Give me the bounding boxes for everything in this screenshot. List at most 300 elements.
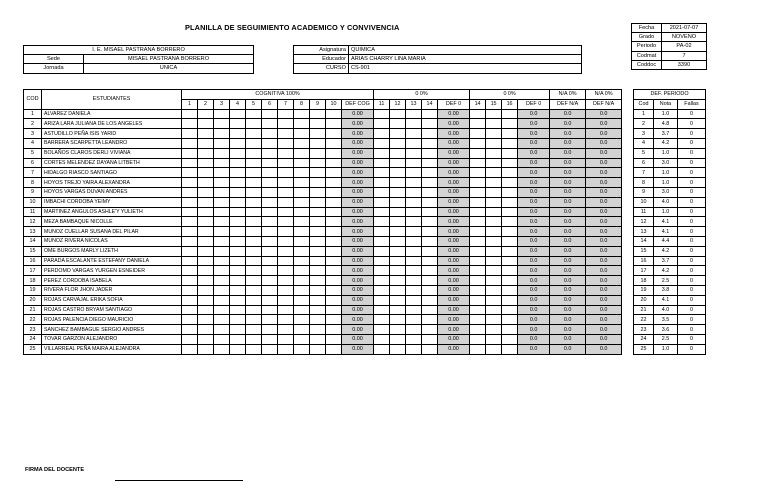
cognitiva-col-header: 4 (230, 99, 246, 109)
grade-cell (262, 148, 278, 158)
grade-cell (502, 305, 518, 315)
grade-cell (422, 168, 438, 178)
grade-cell (310, 148, 326, 158)
grade-cell (294, 119, 310, 129)
grade-cell (230, 236, 246, 246)
defna1-cell: 0.0 (550, 285, 586, 295)
defna2-cell: 0.0 (586, 187, 622, 197)
grade-cell (262, 305, 278, 315)
cognitiva-header: COGNITIVA 100% (182, 90, 374, 100)
group2-col-header: 14 (422, 99, 438, 109)
grade-cell (374, 109, 390, 119)
periodo-nota: 4.8 (654, 119, 678, 129)
grade-cell (310, 246, 326, 256)
grade-cell (310, 119, 326, 129)
grade-cell (262, 119, 278, 129)
periodo-cod: 15 (634, 246, 654, 256)
side-nota-header: Nota (654, 99, 678, 109)
side-cod-header: Cod (634, 99, 654, 109)
def0b-cell: 0.0 (518, 187, 550, 197)
periodo-nota: 3.8 (654, 285, 678, 295)
asignatura-value: QUIMICA (349, 46, 582, 55)
grade-cell (326, 344, 342, 354)
periodo-cod: 18 (634, 276, 654, 286)
grade-cell (262, 178, 278, 188)
grade-cell (262, 315, 278, 325)
student-name: PERDOMO VARGAS YURGEN ESNEIDER (42, 266, 182, 276)
grade-cell (406, 138, 422, 148)
grade-cell (198, 138, 214, 148)
grade-cell (230, 325, 246, 335)
grade-cell (502, 217, 518, 227)
student-cod: 7 (24, 168, 42, 178)
table-row (24, 276, 622, 286)
grade-cell (198, 236, 214, 246)
def0b-cell: 0.0 (518, 344, 550, 354)
grade-cell (246, 285, 262, 295)
grade-cell (470, 207, 486, 217)
grade-cell (470, 148, 486, 158)
student-name: MEZA BAMBAQUE NICOLLE (42, 217, 182, 227)
def0a-cell: 0.00 (438, 217, 470, 227)
grade-cell (374, 285, 390, 295)
grade-cell (278, 138, 294, 148)
grade-cell (502, 256, 518, 266)
grade-cell (486, 207, 502, 217)
grade-cell (198, 109, 214, 119)
def0b-cell: 0.0 (518, 276, 550, 286)
grade-cell (230, 295, 246, 305)
periodo-nota: 3.7 (654, 256, 678, 266)
grade-cell (470, 344, 486, 354)
periodo-fallas: 0 (678, 158, 706, 168)
table-row (24, 256, 622, 266)
grade-cell (310, 178, 326, 188)
student-name: MARTINEZ ANGULOS ASHLE'Y YULIETH (42, 207, 182, 217)
grade-cell (230, 344, 246, 354)
grade-cell (230, 285, 246, 295)
defna2-cell: 0.0 (586, 168, 622, 178)
grade-cell (486, 187, 502, 197)
defna2-cell: 0.0 (586, 178, 622, 188)
meta-table (631, 23, 707, 70)
grade-cell (230, 138, 246, 148)
grade-cell (470, 325, 486, 335)
grade-cell (278, 148, 294, 158)
def0b-cell: 0.0 (518, 109, 550, 119)
grade-cell (422, 344, 438, 354)
grade-cell (198, 187, 214, 197)
table-row (24, 109, 622, 119)
meta-value: NOVENO (662, 33, 707, 42)
grade-cell (310, 256, 326, 266)
grade-cell (326, 305, 342, 315)
grade-cell (390, 227, 406, 237)
grade-cell (470, 158, 486, 168)
grade-cell (422, 158, 438, 168)
grade-cell (406, 236, 422, 246)
defna2-cell: 0.0 (586, 129, 622, 139)
grade-cell (278, 266, 294, 276)
grade-cell (214, 197, 230, 207)
grade-cell (326, 129, 342, 139)
defna1-cell: 0.0 (550, 109, 586, 119)
def0a-cell: 0.00 (438, 344, 470, 354)
grade-cell (374, 344, 390, 354)
institution-name: I. E. MISAEL PASTRANA BORRERO (24, 46, 254, 55)
grade-cell (262, 207, 278, 217)
grade-cell (326, 256, 342, 266)
grade-cell (214, 334, 230, 344)
grade-cell (470, 334, 486, 344)
cognitiva-col-header: 6 (262, 99, 278, 109)
grade-cell (470, 217, 486, 227)
grade-cell (278, 325, 294, 335)
def0a-cell: 0.00 (438, 148, 470, 158)
grade-cell (278, 256, 294, 266)
grade-cell (374, 158, 390, 168)
table-row (24, 148, 622, 158)
grade-cell (326, 266, 342, 276)
table-row (24, 325, 622, 335)
grade-cell (214, 236, 230, 246)
meta-value: 3390 (662, 60, 707, 69)
periodo-row (634, 227, 706, 237)
student-name: ASTUDILLO PEÑA ISIS YARID (42, 129, 182, 139)
defna2-cell: 0.0 (586, 119, 622, 129)
grade-cell (486, 315, 502, 325)
def-periodo-header: DEF. PERIODO (634, 90, 706, 100)
periodo-fallas: 0 (678, 285, 706, 295)
defcog-cell: 0.00 (342, 148, 374, 158)
jornada-label: Jornada (24, 64, 84, 73)
periodo-row (634, 266, 706, 276)
grade-cell (422, 138, 438, 148)
student-name: HOYOS TREJO YAIRA ALEXANDRA (42, 178, 182, 188)
periodo-fallas: 0 (678, 138, 706, 148)
grade-cell (294, 266, 310, 276)
periodo-cod: 9 (634, 187, 654, 197)
periodo-nota: 1.0 (654, 168, 678, 178)
grade-cell (214, 168, 230, 178)
grade-cell (470, 109, 486, 119)
grade-cell (198, 276, 214, 286)
grade-cell (422, 236, 438, 246)
grade-cell (406, 187, 422, 197)
grade-cell (486, 227, 502, 237)
grade-cell (262, 236, 278, 246)
grade-cell (214, 217, 230, 227)
defna2-cell: 0.0 (586, 227, 622, 237)
grade-cell (326, 246, 342, 256)
defna2-cell: 0.0 (586, 315, 622, 325)
grade-cell (310, 305, 326, 315)
grade-cell (422, 315, 438, 325)
grade-cell (470, 295, 486, 305)
def0b-cell: 0.0 (518, 119, 550, 129)
grade-cell (246, 138, 262, 148)
grade-cell (470, 305, 486, 315)
group2-col-header: 12 (390, 99, 406, 109)
defcog-cell: 0.00 (342, 207, 374, 217)
group2-col-header: 13 (406, 99, 422, 109)
def0a-cell: 0.00 (438, 119, 470, 129)
grade-cell (406, 344, 422, 354)
grade-cell (182, 334, 198, 344)
defna1-cell: 0.0 (550, 187, 586, 197)
defna1-cell: 0.0 (550, 246, 586, 256)
grade-cell (198, 344, 214, 354)
def0a-cell: 0.00 (438, 276, 470, 286)
def0a-cell: 0.00 (438, 129, 470, 139)
grade-cell (214, 109, 230, 119)
grade-cell (422, 334, 438, 344)
student-cod: 17 (24, 266, 42, 276)
defna2-cell: 0.0 (586, 334, 622, 344)
periodo-nota: 4.1 (654, 227, 678, 237)
meta-label: Coddoc (632, 60, 662, 69)
grade-cell (230, 276, 246, 286)
grade-cell (294, 285, 310, 295)
meta-value: 7 (662, 51, 707, 60)
grade-cell (246, 305, 262, 315)
defcog-cell: 0.00 (342, 197, 374, 207)
grade-cell (262, 295, 278, 305)
grade-cell (470, 266, 486, 276)
def0b-header: DEF 0 (518, 99, 550, 109)
student-cod: 2 (24, 119, 42, 129)
curso-label: CURSO (294, 64, 349, 73)
periodo-nota: 3.6 (654, 325, 678, 335)
student-cod: 4 (24, 138, 42, 148)
grade-cell (198, 217, 214, 227)
grade-cell (182, 305, 198, 315)
periodo-fallas: 0 (678, 266, 706, 276)
grade-cell (310, 217, 326, 227)
periodo-cod: 3 (634, 129, 654, 139)
defna2-cell: 0.0 (586, 138, 622, 148)
defna1-cell: 0.0 (550, 236, 586, 246)
periodo-nota: 1.0 (654, 109, 678, 119)
grade-cell (310, 325, 326, 335)
defcog-header: DEF COG (342, 99, 374, 109)
def0a-cell: 0.00 (438, 236, 470, 246)
grade-cell (502, 148, 518, 158)
periodo-row (634, 315, 706, 325)
grade-cell (486, 325, 502, 335)
defna1-cell: 0.0 (550, 344, 586, 354)
grade-cell (246, 129, 262, 139)
grade-cell (310, 334, 326, 344)
grade-cell (294, 315, 310, 325)
def0a-cell: 0.00 (438, 266, 470, 276)
grade-cell (262, 217, 278, 227)
grade-cell (374, 325, 390, 335)
table-row (24, 168, 622, 178)
periodo-fallas: 0 (678, 148, 706, 158)
educador-label: Educador (294, 55, 349, 64)
periodo-fallas: 0 (678, 315, 706, 325)
grade-cell (390, 168, 406, 178)
grade-cell (326, 148, 342, 158)
def0b-cell: 0.0 (518, 207, 550, 217)
grade-cell (422, 178, 438, 188)
grade-cell (422, 325, 438, 335)
grade-cell (278, 334, 294, 344)
periodo-fallas: 0 (678, 178, 706, 188)
grade-cell (278, 158, 294, 168)
student-name: SANCHEZ BAMBAGUE SERGIO ANDRES (42, 325, 182, 335)
grade-cell (326, 285, 342, 295)
grade-cell (230, 256, 246, 266)
defcog-cell: 0.00 (342, 236, 374, 246)
grade-cell (374, 227, 390, 237)
grade-cell (390, 295, 406, 305)
grade-cell (230, 148, 246, 158)
cod-header: COD (24, 90, 42, 110)
grade-cell (422, 227, 438, 237)
grade-cell (182, 325, 198, 335)
grade-cell (502, 334, 518, 344)
grade-cell (182, 315, 198, 325)
grade-cell (294, 187, 310, 197)
grade-cell (182, 129, 198, 139)
student-cod: 6 (24, 158, 42, 168)
grade-cell (502, 207, 518, 217)
grade-cell (470, 197, 486, 207)
grade-cell (470, 119, 486, 129)
grade-cell (422, 276, 438, 286)
group2-header: 0 0% (374, 90, 470, 100)
def0a-cell: 0.00 (438, 325, 470, 335)
def0a-cell: 0.00 (438, 315, 470, 325)
periodo-row (634, 178, 706, 188)
periodo-nota: 4.2 (654, 246, 678, 256)
def0a-cell: 0.00 (438, 207, 470, 217)
meta-row (632, 42, 707, 51)
def0a-cell: 0.00 (438, 305, 470, 315)
defna2-cell: 0.0 (586, 276, 622, 286)
grade-cell (230, 246, 246, 256)
grade-cell (230, 178, 246, 188)
grade-cell (390, 344, 406, 354)
periodo-row (634, 276, 706, 286)
grade-cell (486, 344, 502, 354)
grade-cell (294, 197, 310, 207)
periodo-row (634, 168, 706, 178)
grade-cell (422, 207, 438, 217)
grade-cell (246, 236, 262, 246)
grade-cell (230, 197, 246, 207)
grade-cell (214, 119, 230, 129)
periodo-cod: 5 (634, 148, 654, 158)
defcog-cell: 0.00 (342, 315, 374, 325)
grade-cell (230, 129, 246, 139)
grade-cell (502, 227, 518, 237)
periodo-fallas: 0 (678, 334, 706, 344)
grades-table (23, 89, 622, 355)
grade-cell (422, 119, 438, 129)
grade-cell (406, 109, 422, 119)
grade-cell (502, 138, 518, 148)
grade-cell (294, 227, 310, 237)
grade-cell (406, 129, 422, 139)
grade-cell (310, 207, 326, 217)
grade-cell (214, 178, 230, 188)
grade-cell (486, 158, 502, 168)
grade-cell (374, 187, 390, 197)
cognitiva-col-header: 5 (246, 99, 262, 109)
def0b-cell: 0.0 (518, 197, 550, 207)
grade-cell (262, 334, 278, 344)
grade-cell (182, 217, 198, 227)
grade-cell (294, 246, 310, 256)
periodo-nota: 1.0 (654, 344, 678, 354)
grade-cell (310, 109, 326, 119)
meta-label: Grado (632, 33, 662, 42)
grade-cell (198, 207, 214, 217)
grade-cell (486, 129, 502, 139)
student-cod: 3 (24, 129, 42, 139)
grade-cell (390, 305, 406, 315)
grade-cell (214, 266, 230, 276)
grade-cell (214, 305, 230, 315)
def0a-cell: 0.00 (438, 227, 470, 237)
grade-cell (182, 236, 198, 246)
grade-cell (310, 276, 326, 286)
periodo-nota: 3.0 (654, 187, 678, 197)
grade-cell (406, 148, 422, 158)
periodo-cod: 14 (634, 236, 654, 246)
signature-label: FIRMA DEL DOCENTE (25, 467, 85, 473)
grade-cell (230, 315, 246, 325)
grade-cell (246, 119, 262, 129)
grade-cell (246, 276, 262, 286)
grade-cell (406, 178, 422, 188)
defcog-cell: 0.00 (342, 168, 374, 178)
grade-cell (230, 109, 246, 119)
grade-cell (198, 178, 214, 188)
student-name: ALVAREZ DANIELA (42, 109, 182, 119)
grade-cell (246, 217, 262, 227)
grade-cell (390, 109, 406, 119)
grade-cell (230, 266, 246, 276)
periodo-row (634, 325, 706, 335)
table-row (24, 236, 622, 246)
grade-cell (262, 109, 278, 119)
grade-cell (182, 207, 198, 217)
periodo-cod: 7 (634, 168, 654, 178)
student-cod: 16 (24, 256, 42, 266)
defna1-cell: 0.0 (550, 256, 586, 266)
grade-cell (294, 256, 310, 266)
grade-cell (246, 246, 262, 256)
periodo-nota: 4.2 (654, 266, 678, 276)
periodo-nota: 3.5 (654, 315, 678, 325)
periodo-fallas: 0 (678, 256, 706, 266)
student-name: MUNOZ RIVERA NICOLAS (42, 236, 182, 246)
grade-cell (182, 168, 198, 178)
grade-cell (326, 178, 342, 188)
defna2-cell: 0.0 (586, 158, 622, 168)
grade-cell (406, 217, 422, 227)
grade-cell (374, 178, 390, 188)
table-row (24, 178, 622, 188)
periodo-cod: 10 (634, 197, 654, 207)
grade-cell (390, 266, 406, 276)
grade-cell (374, 129, 390, 139)
defna2-cell: 0.0 (586, 207, 622, 217)
